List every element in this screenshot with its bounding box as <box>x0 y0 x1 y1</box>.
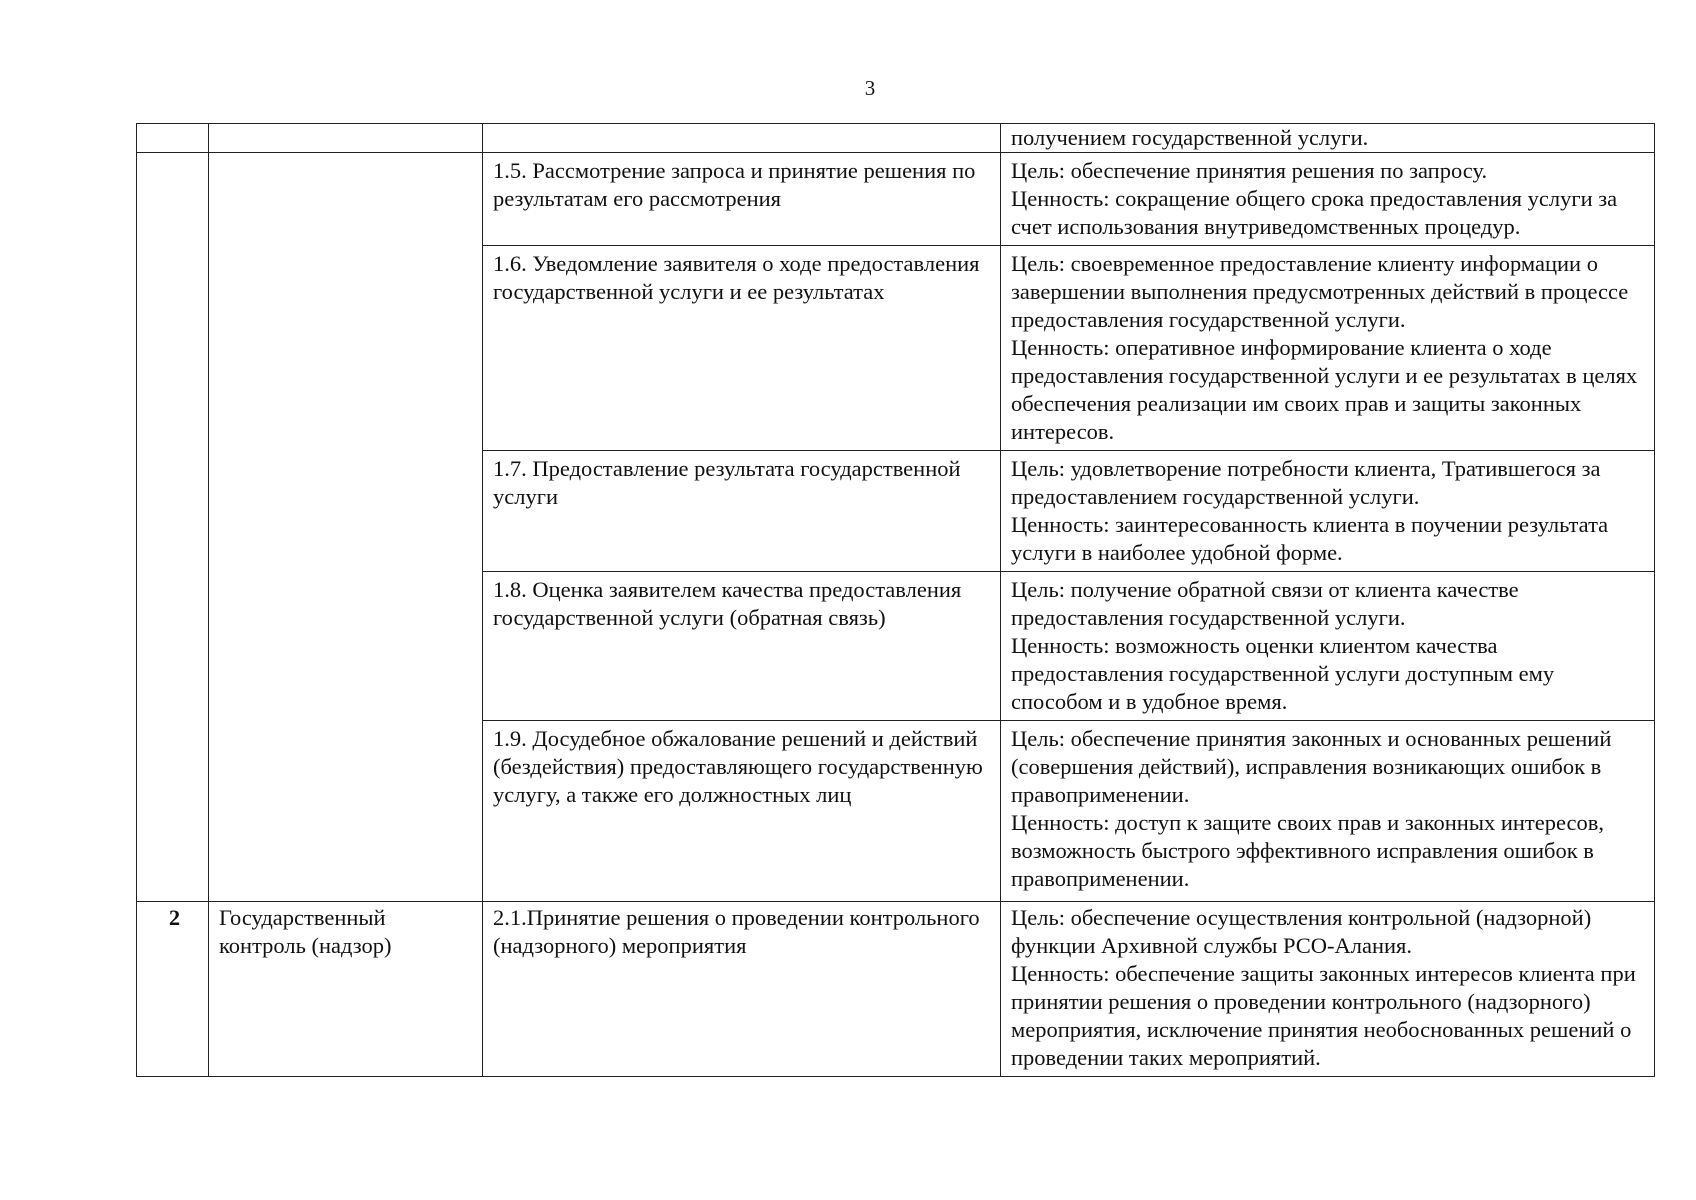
value-text: Ценность: возможность оценки клиентом качества предоставления государственной услуги доступным ему способом и в удобное время. <box>1011 633 1555 714</box>
goal-text: Цель: обеспечение осуществления контрольной (надзорной) функции Архивной службы РСО-Алания. <box>1011 905 1592 958</box>
services-table <box>136 123 1655 1077</box>
cell-number-section-1 <box>137 153 209 902</box>
cell-function <box>209 902 483 1077</box>
cell-value <box>1001 246 1655 451</box>
cell-step <box>483 572 1001 721</box>
cell-number <box>137 124 209 153</box>
cell-step <box>483 124 1001 153</box>
cell-function-section-1 <box>209 153 483 902</box>
cell-step <box>483 902 1001 1077</box>
goal-text: Цель: получение обратной связи от клиента качестве предоставления государственной услуги. <box>1011 577 1519 630</box>
goal-text: Цель: удовлетворение потребности клиента, Тратившегося за предоставлением государственной услуги. <box>1011 456 1601 509</box>
table-row-continuation <box>137 124 1655 153</box>
value-text: Ценность: обеспечение защиты законных интересов клиента при принятии решения о проведении контрольного (надзорного) мероприятия, исключение принятия необоснованных решений о проведении таких мероприятий. <box>1011 961 1636 1070</box>
cell-function <box>209 124 483 153</box>
cell-value <box>1001 153 1655 246</box>
goal-text: Цель: обеспечение принятия законных и основанных решений (совершения действий), исправления возникающих ошибок в правоприменении. <box>1011 726 1612 807</box>
goal-text: Цель: своевременное предоставление клиенту информации о завершении выполнения предусмотренных действий в процессе предоставления государственной услуги. <box>1011 251 1629 332</box>
step-text: 1.7. Предоставление результата государственной услуги <box>493 456 961 509</box>
step-text: 1.8. Оценка заявителем качества предоставления государственной услуги (обратная связь) <box>493 577 962 630</box>
value-text: Ценность: заинтересованность клиента в поучении результата услуги в наиболее удобной форме. <box>1011 512 1609 565</box>
cell-step <box>483 451 1001 572</box>
step-text: 1.9. Досудебное обжалование решений и действий (бездействия) предоставляющего государственную услугу, а также его должностных лиц <box>493 726 983 807</box>
goal-text: Цель: обеспечение принятия решения по запросу. <box>1011 158 1488 183</box>
cell-value <box>1001 721 1655 902</box>
step-text: 1.5. Рассмотрение запроса и принятие решения по результатам его рассмотрения <box>493 158 976 211</box>
table-row-1-5 <box>137 153 1655 246</box>
cell-value <box>1001 124 1655 153</box>
section-number: 2 <box>137 902 209 1077</box>
cell-value <box>1001 902 1655 1077</box>
cell-value <box>1001 572 1655 721</box>
cell-value <box>1001 451 1655 572</box>
cell-step <box>483 246 1001 451</box>
value-text: Ценность: сокращение общего срока предоставления услуги за счет использования внутриведомственных процедур. <box>1011 186 1618 239</box>
page-number: 3 <box>864 76 876 100</box>
value-text: Ценность: доступ к защите своих прав и законных интересов, возможность быстрого эффективного исправления ошибок в правоприменении. <box>1011 810 1605 891</box>
step-text: 2.1.Принятие решения о проведении контрольного (надзорного) мероприятия <box>493 905 980 958</box>
continuation-text: получением государственной услуги. <box>1011 125 1369 150</box>
section-title: Государственный контроль (надзор) <box>219 905 392 958</box>
step-text: 1.6. Уведомление заявителя о ходе предоставления государственной услуги и ее результатах <box>493 251 980 304</box>
table-row-2-1 <box>137 902 1655 1077</box>
cell-step <box>483 153 1001 246</box>
value-text: Ценность: оперативное информирование клиента о ходе предоставления государственной услуги и ее результатах в целях обеспечения реализации им своих прав и защиты законных интересов. <box>1011 335 1638 444</box>
cell-step <box>483 721 1001 902</box>
